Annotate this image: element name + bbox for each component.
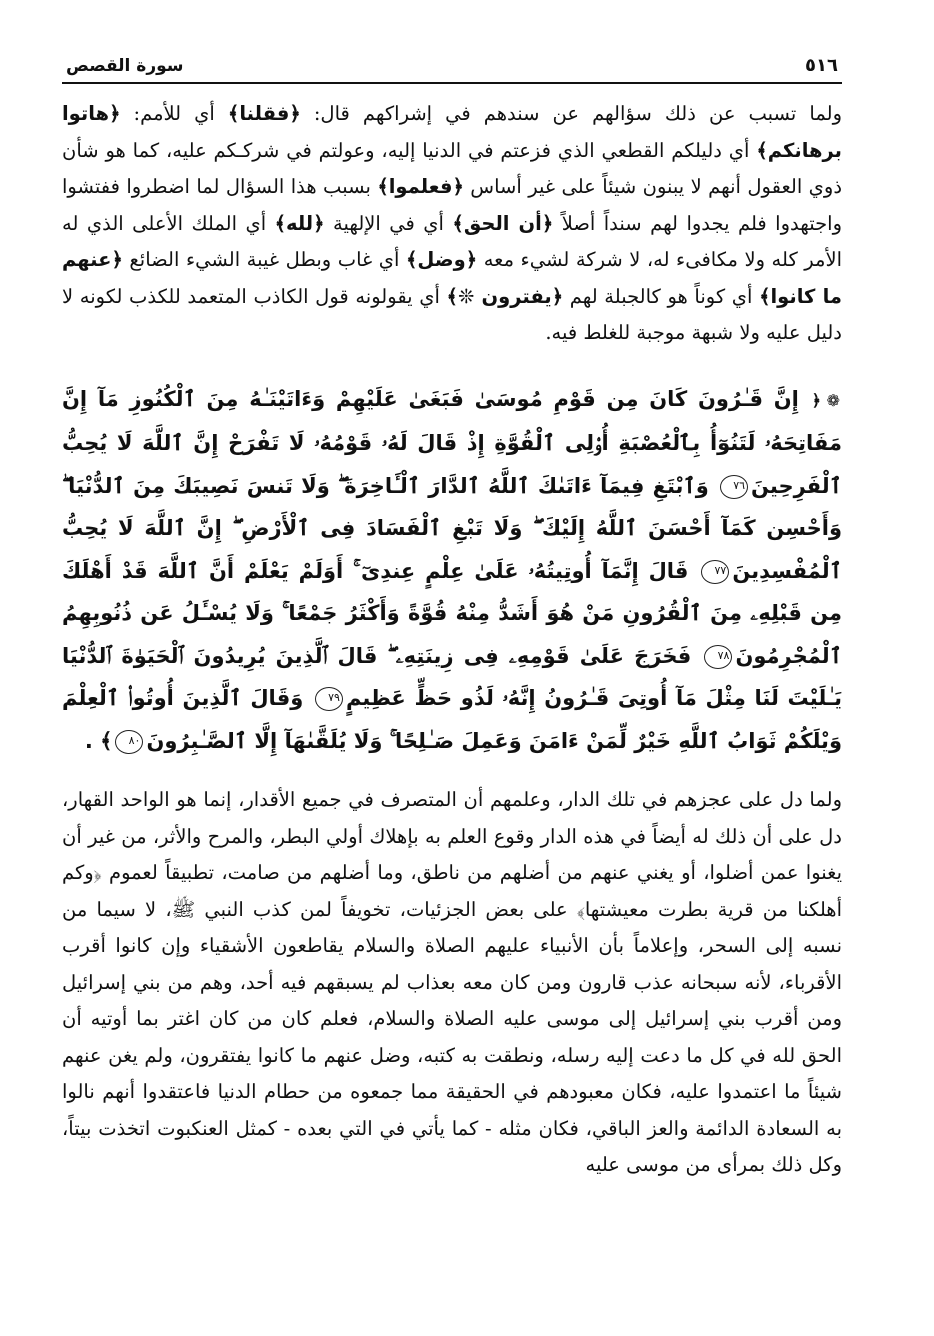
quran-verses-block (62, 378, 842, 763)
text-segment: ولما تسبب عن ذلك سؤالهم عن سندهم في إشراكهم قال: (300, 102, 842, 125)
commentary-paragraph (62, 782, 842, 1184)
bold-quote-term: ﴿فعلموا﴾ (377, 175, 464, 198)
quran-text: فَخَرَجَ عَلَىٰ قَوْمِهِۦ فِى زِينَتِهِۦ ۖ قَالَ ٱلَّذِينَ يُرِيدُونَ ٱلْحَيَوٰةَ ٱلدُّنْيَا يَـٰلَيْتَ لَنَا مِثْلَ مَآ أُوتِىَ قَـٰرُونُ إِنَّهُۥ لَذُو حَظٍّ عَظِيمٍ (62, 643, 842, 710)
quran-text: قَالَ إِنَّمَآ أُوتِيتُهُۥ عَلَىٰ عِلْمٍ عِندِىٓ ۚ أَوَلَمْ يَعْلَمْ أَنَّ ٱللَّهَ قَدْ أَهْلَكَ مِن قَبْلِهِۦ مِنَ ٱلْقُرُونِ مَنْ هُوَ أَشَدُّ مِنْهُ قُوَّةً وَأَكْثَرُ جَمْعًا ۚ وَلَا يُسْـَٔلُ عَن ذُنُوبِهِمُ ٱلْمُجْرِمُونَ (62, 558, 842, 668)
bold-quote-term: ﴿عنهم ما كانوا﴾ (62, 248, 842, 308)
quran-verses (62, 378, 842, 763)
text-segment: ﴿وكم أهلكنا من قرية بطرت معيشتها﴾ (62, 861, 842, 921)
bold-quote-term: ﴿يفترون ❊﴾ (446, 284, 564, 308)
bold-quote-term: ﴿وضل﴾ (405, 248, 478, 271)
ayah-number-marker: ٧٩ (315, 687, 343, 711)
text-segment: أي للأمم: (120, 102, 228, 125)
text-segment: أي غاب وبطل غيبة الشيء الضائع (122, 248, 406, 271)
quran-text: إِنَّ قَـٰرُونَ كَانَ مِن قَوْمِ مُوسَىٰ فَبَغَىٰ عَلَيْهِمْ وَءَاتَيْنَـٰهُ مِنَ ٱلْكُنُوزِ مَآ إِنَّ مَفَاتِحَهُۥ لَتَنُوٓأُ بِٱلْعُصْبَةِ أُو۟لِى ٱلْقُوَّةِ إِذْ قَالَ لَهُۥ قَوْمُهُۥ لَا تَفْرَحْ إِنَّ ٱللَّهَ لَا يُحِبُّ ٱلْفَرِحِينَ (62, 386, 842, 498)
ayah-number-marker: ٧٨ (704, 645, 732, 669)
quran-text: وَٱبْتَغِ فِيمَآ ءَاتَىٰكَ ٱللَّهُ ٱلدَّارَ ٱلْـَٔاخِرَةَ ۖ وَلَا تَنسَ نَصِيبَكَ مِنَ ٱلدُّنْيَا ۖ وَأَحْسِن كَمَآ أَحْسَنَ ٱللَّهُ إِلَيْكَ ۖ وَلَا تَبْغِ ٱلْفَسَادَ فِى ٱلْأَرْضِ ۖ إِنَّ ٱللَّهَ لَا يُحِبُّ ٱلْمُفْسِدِينَ (62, 473, 842, 583)
ayah-number-marker: ٧٦ (720, 475, 748, 499)
page (62, 40, 842, 1184)
text-segment: ولما دل على عجزهم في تلك الدار، وعلمهم أن المتصرف في جميع الأقدار، إنما هو الواحد القهار، دل على أن ذلك له أيضاً في هذه الدار وقوع العلم به بإهلاك أولي البطر، والمرح والأثر، من غير أن يغنوا عمن أضلوا، أو يغني عنهم من أضلهم من ناطق، وما أضلهم من صامت، تطبيقاً لعموم (62, 788, 842, 884)
text-segment: بسبب هذا السؤال لما اضطروا ففتشوا واجتهدوا فلم يجدوا لهم سنداً أصلاً (62, 175, 843, 235)
commentary-bottom (62, 782, 842, 1184)
commentary-top (62, 96, 842, 352)
text-segment: على بعض الجزئيات، تخويفاً لمن كذب النبي ﷺ، لا سيما من نسبه إلى السحر، وإعلاماً بأن الأنبياء عليهم الصلاة والسلام يقاطعون الأشقياء وإن كانوا أقرب الأقرباء، لأنه سبحانه عذب قارون ومن كان معه بعذاب لم يسبقهم فيه أحد، وهم من بني إسرائيل ومن أقرب بني إسرائيل إلى موسى عليه الصلاة والسلام، فعلم كان من كان اغتر بما أوتيه أن الحق لله في كل ما دعت إليه رسله، ونطقت به كتبه، وضل عنهم ما كانوا يفتقرون، ولم يغن عنهم شيئاً ما اعتمدوا عليه، فكان معبودهم في الحقيقة مما جمعوه من حطام الدنيا فاعتقدوا أنهم نالوا به السعادة الدائمة والعز الباقي، فكان مثله - كما يأتي في التي بعده - كمثل العنكبوت اتخذت بيتاً، وكل ذلك بمرأى من موسى عليه (62, 897, 842, 1176)
ornament-icon: ❁ ﴿ (811, 390, 840, 410)
ayah-number-marker: ٨٠ (115, 730, 143, 754)
page-number: ٥١٦ (805, 55, 838, 76)
ayah-number-marker: ٧٧ (701, 560, 729, 584)
text-segment: أي يقولونه قول الكاذب المتعمد للكذب لكونه لا دليل عليه ولا شبهة موجبة للغلط فيه. (62, 284, 842, 344)
text-segment: أي في الإلهية (324, 211, 453, 235)
quran-text: ﴾ . (84, 728, 113, 753)
bold-quote-term: ﴿فقلنا﴾ (227, 102, 301, 125)
commentary-paragraph (62, 96, 842, 352)
text-segment: أي كوناً هو كالجبلة لهم (563, 284, 760, 308)
quran-text: وَقَالَ ٱلَّذِينَ أُوتُوا۟ ٱلْعِلْمَ وَيْلَكُمْ ثَوَابُ ٱللَّهِ خَيْرٌ لِّمَنْ ءَامَنَ وَعَمِلَ صَـٰلِحًا ۚ وَلَا يُلَقَّىٰهَآ إِلَّا ٱلصَّـٰبِرُونَ (62, 686, 842, 753)
surah-title: سورة القصص (66, 56, 184, 76)
bold-quote-term: ﴿لله﴾ (274, 211, 325, 235)
bold-quote-term: ﴿هاتوا برهانكم﴾ (62, 102, 842, 162)
text-segment: أي الملك الأعلى الذي له الأمر كله ولا مكافىء له، لا شركة لشيء معه (62, 211, 842, 271)
page-header (62, 40, 842, 84)
bold-quote-term: ﴿أن الحق﴾ (452, 211, 554, 235)
text-segment: أي دليلكم القطعي الذي فزعتم في الدنيا إليه، وعولتم في شركـكم عليه، كما هو شأن ذوي العقول أنهم لا يبنون شيئاً على غير أساس (62, 138, 843, 198)
